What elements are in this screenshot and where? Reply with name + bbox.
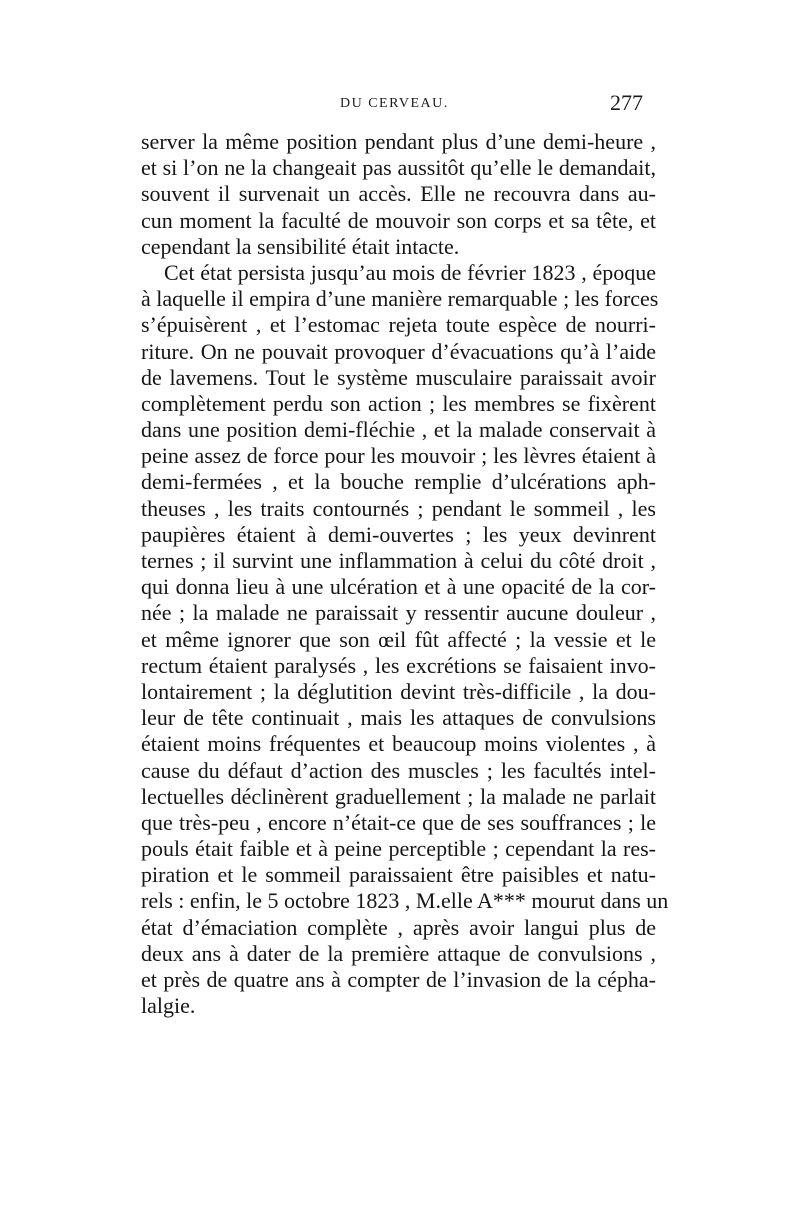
text-line: étaient moins fréquentes et beaucoup moins violentes , à [141,731,656,757]
text-line: souvent il survenait un accès. Elle ne recouvra dans au- [141,181,656,207]
text-line: lectuelles déclinèrent graduellement ; la malade ne parlait [141,783,656,809]
text-line: à laquelle il empira d’une manière remarquable ; les forces [141,286,659,312]
text-line: état d’émaciation complète , après avoir langui plus de [141,914,656,940]
text-line: Cet état persista jusqu’au mois de février 1823 , époque [164,259,656,285]
text-line: peine assez de force pour les mouvoir ; les lèvres étaient à [141,443,656,469]
text-line: leur de tête continuait , mais les attaques de convulsions [141,705,656,731]
text-line: ternes ; il survint une inflammation à celui du côté droit , [141,548,656,573]
text-line: et même ignorer que son œil fût affecté ; la vessie et le [141,626,656,652]
text-line: paupières étaient à demi-ouvertes ; les yeux devinrent [141,521,656,547]
text-line: cependant la sensibilité était intacte. [141,233,460,259]
text-line: s’épuisèrent , et l’estomac rejeta toute espèce de nourri- [141,312,656,338]
text-line: de lavemens. Tout le système musculaire paraissait avoir [141,364,656,390]
text-line: et près de quatre ans à compter de l’invasion de la cépha- [141,967,656,992]
text-line: riture. On ne pouvait provoquer d’évacuations qu’à l’aide [141,338,656,364]
text-line: née ; la malade ne paraissait y ressentir aucune douleur , [141,600,656,626]
text-line: server la même position pendant plus d’une demi-heure , [141,129,656,154]
text-line: complètement perdu son action ; les membres se fixèrent [141,390,656,416]
text-line: theuses , les traits contournés ; pendant le sommeil , les [141,495,656,521]
text-line: et si l’on ne la changeait pas aussitôt qu’elle le demandait, [141,155,656,181]
text-line: dans une position demi-fléchie , et la malade conservait à [141,417,656,443]
text-line: rectum étaient paralysés , les excrétions se faisaient invo- [141,652,656,678]
page-header [140,92,655,122]
text-line: qui donna lieu à une ulcération et à une opacité de la cor- [141,574,656,600]
text-line: pouls était faible et à peine perceptible ; cependant la res- [141,836,656,862]
body-text [141,129,669,1019]
running-title: DU CERVEAU. [340,96,449,111]
text-line: rels : enfin, le 5 octobre 1823 , M.elle A*** mourut dans un [141,888,669,914]
text-line: cause du défaut d’action des muscles ; les facultés intel- [141,757,656,783]
text-line: que très-peu , encore n’était-ce que de ses souffrances ; le [141,809,656,835]
text-line: lalgie. [141,993,196,1019]
text-line: lontairement ; la déglutition devint très-difficile , la dou- [141,678,656,704]
text-line: cun moment la faculté de mouvoir son corps et sa tête, et [141,207,656,233]
text-line: deux ans à dater de la première attaque de convulsions , [141,940,656,966]
text-line: demi-fermées , et la bouche remplie d’ulcérations aph- [141,469,656,495]
page-number: 277 [610,90,643,115]
text-line: piration et le sommeil paraissaient être paisibles et natu- [141,862,656,888]
